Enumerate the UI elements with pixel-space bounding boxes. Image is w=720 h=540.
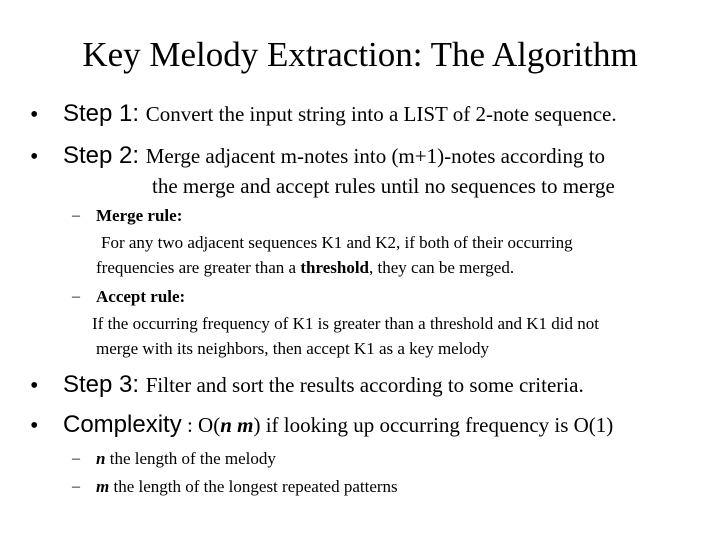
complexity-n-var: n xyxy=(220,413,232,437)
step1-text: Convert the input string into a LIST of 2-note sequence. xyxy=(145,102,617,126)
dash-icon: – xyxy=(72,207,80,224)
step1-item xyxy=(63,99,617,132)
accept-rule-line1: If the occurring frequency of K1 is greater than a threshold and K1 did not xyxy=(92,314,599,333)
bullet-icon: • xyxy=(30,413,39,439)
step1-label: Step 1: xyxy=(63,100,146,127)
def-n xyxy=(96,448,276,470)
merge-rule-line2 xyxy=(96,257,514,279)
def-m-var: m xyxy=(96,477,110,496)
step3-label: Step 3: xyxy=(63,371,146,398)
def-m-text: the length of the longest repeated patterns xyxy=(109,477,398,496)
complexity-item xyxy=(63,410,613,443)
def-n-text: the length of the melody xyxy=(105,449,276,468)
complexity-m-var: m xyxy=(237,413,254,437)
bullet-icon: • xyxy=(30,102,39,128)
merge-rule-heading xyxy=(96,205,182,227)
dash-icon: – xyxy=(72,450,80,467)
complexity-text-start: : O( xyxy=(181,413,221,437)
accept-rule-heading xyxy=(96,286,185,308)
bullet-icon: • xyxy=(30,144,39,170)
step2-label: Step 2: xyxy=(63,142,146,169)
def-m xyxy=(96,476,398,498)
step3-text: Filter and sort the results according to some criteria. xyxy=(145,373,584,397)
step3-item xyxy=(63,370,584,403)
accept-rule-label: Accept rule: xyxy=(96,287,186,306)
merge-rule-line1: For any two adjacent sequences K1 and K2, if both of their occurring xyxy=(101,233,573,252)
def-n-var: n xyxy=(96,449,106,468)
merge-rule-line2-start: frequencies are greater than a xyxy=(96,258,301,277)
complexity-text-end: ) if looking up occurring frequency is O(1) xyxy=(253,413,614,437)
slide-title: Key Melody Extraction: The Algorithm xyxy=(82,35,638,74)
step2-text-continued: the merge and accept rules until no sequences to merge xyxy=(152,174,615,198)
step2-item xyxy=(63,141,605,174)
merge-rule-line2-end: , they can be merged. xyxy=(369,258,515,277)
accept-rule-line2: merge with its neighbors, then accept K1 as a key melody xyxy=(96,339,489,358)
merge-rule-label: Merge rule: xyxy=(96,206,183,225)
bullet-icon: • xyxy=(30,373,39,399)
dash-icon: – xyxy=(72,288,80,305)
threshold-term: threshold xyxy=(300,258,369,277)
complexity-label: Complexity xyxy=(63,411,182,438)
step2-text: Merge adjacent m-notes into (m+1)-notes according to xyxy=(145,144,606,168)
dash-icon: – xyxy=(72,478,80,495)
